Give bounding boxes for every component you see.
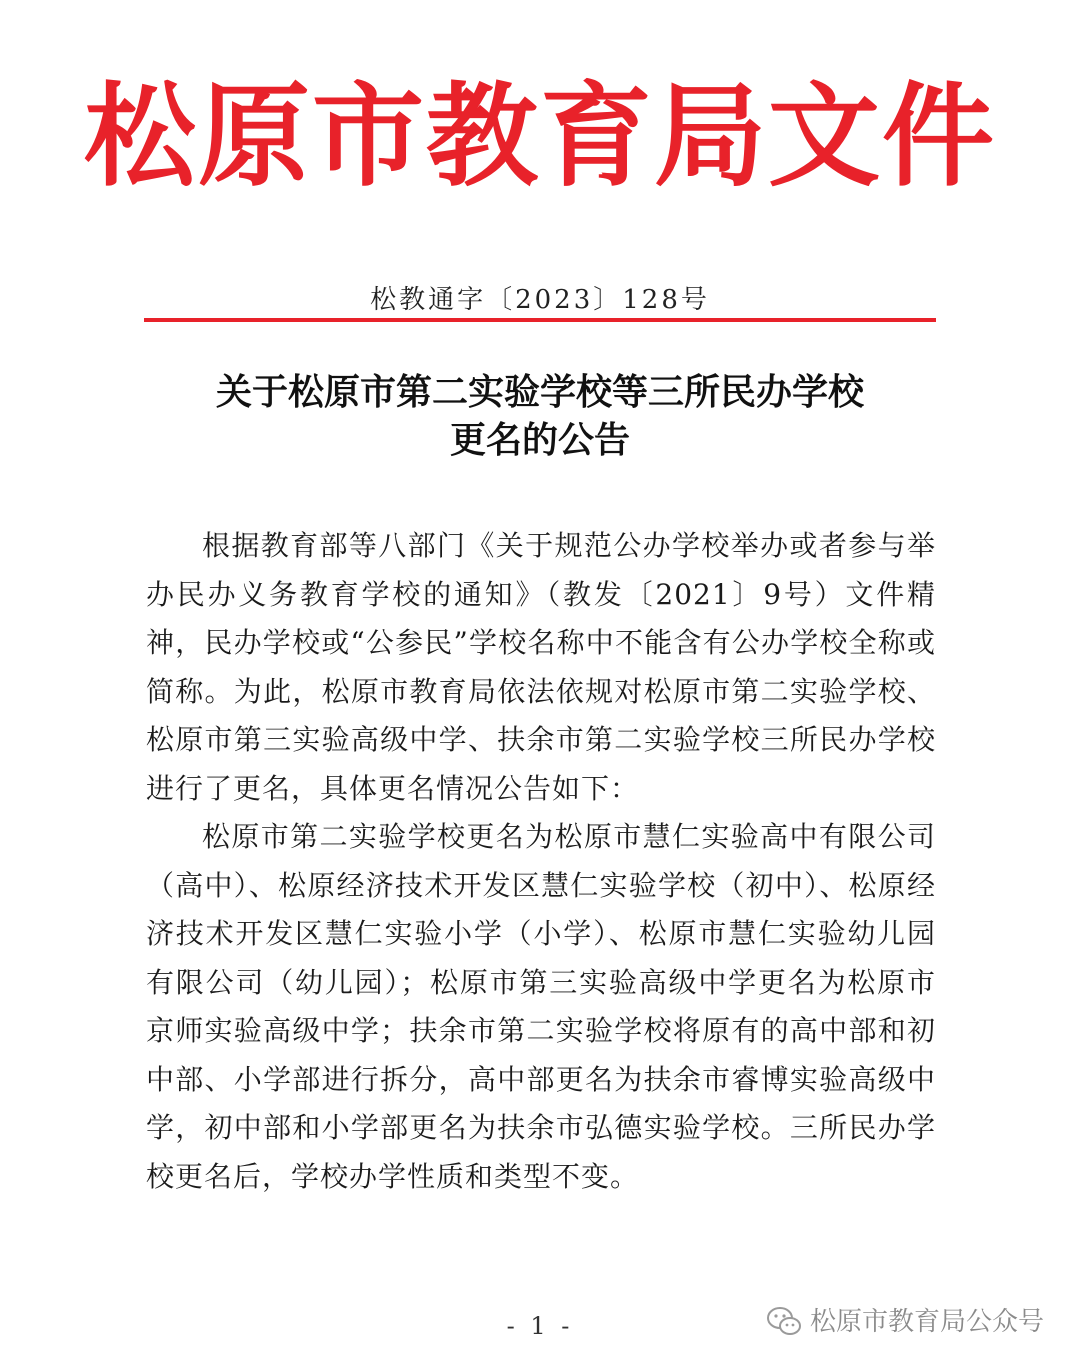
wechat-icon — [766, 1306, 802, 1338]
notice-title-line-2: 更名的公告 — [449, 419, 630, 461]
notice-title — [0, 368, 1080, 464]
document-number: 松教通字〔2023〕128号 — [370, 285, 710, 315]
page-number: - 1 - — [506, 1312, 574, 1340]
watermark-text: 松原市教育局公众号 — [809, 1307, 1044, 1337]
body-paragraph-2: 松原市第二实验学校更名为松原市慧仁实验高中有限公司（高中）、松原经济技术开发区慧仁实验学校（初中）、松原经济技术开发区慧仁实验小学（小学）、松原市慧仁实验幼儿园有限公司（幼儿园）；松原市第三实验高级中学更名为松原市京师实验高级中学；扶余市第二实验学校将原有的高中部和初中部、小学部进行拆分，高中部更名为扶余市睿博实验高级中学，初中部和小学部更名为扶余市弘德实验学校。三所民办学校更名后，学校办学性质和类型不变。 — [146, 820, 936, 1193]
account-watermark — [766, 1302, 1044, 1342]
body-paragraph-1: 根据教育部等八部门《关于规范公办学校举办或者参与举办民办义务教育学校的通知》（教发〔2021〕9号）文件精神，民办学校或“公参民”学校名称中不能含有公办学校全称或简称。为此，松原市教育局依法依规对松原市第二实验学校、松原市第三实验高级中学、扶余市第二实验学校三所民办学校进行了更名，具体更名情况公告如下： — [146, 529, 936, 805]
red-divider-line — [144, 318, 936, 322]
issuer-header-title: 松原市教育局文件 — [84, 72, 996, 202]
notice-body — [146, 522, 936, 1201]
notice-title-line-1: 关于松原市第二实验学校等三所民办学校 — [215, 371, 864, 413]
